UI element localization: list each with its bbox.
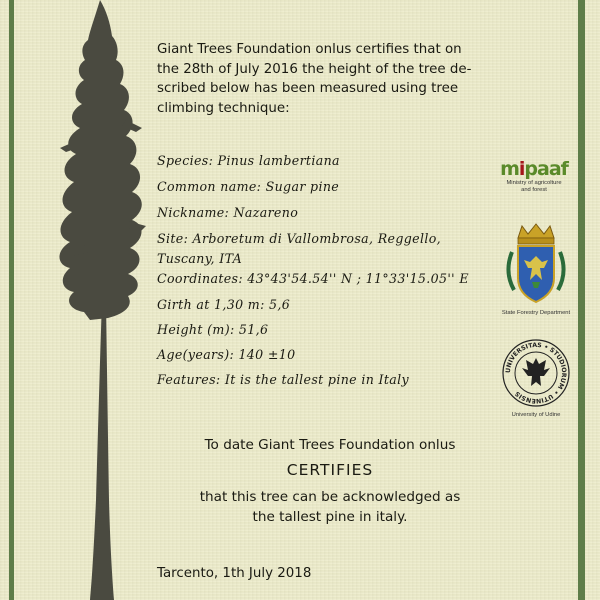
udine-caption: University of Udine bbox=[511, 412, 561, 418]
forestry-logo bbox=[494, 222, 578, 317]
intro-line: Giant Trees Foundation onlus certifies that on bbox=[157, 42, 462, 57]
intro-paragraph bbox=[157, 40, 497, 118]
udine-logo bbox=[496, 338, 576, 419]
place-date: Tarcento, 1th July 2018 bbox=[157, 566, 312, 581]
mipaaf-wordmark: mipaaf bbox=[500, 158, 568, 180]
seal-text: UNIVERSITAS • STUDIORUM • UTINENSIS bbox=[504, 341, 568, 405]
common-name-field: Common name: Sugar pine bbox=[157, 179, 340, 194]
certifies-heading: CERTIFIES bbox=[286, 461, 374, 479]
statement-line: that this tree can be acknowledged as bbox=[199, 489, 461, 505]
university-seal-icon bbox=[496, 338, 576, 408]
right-green-border bbox=[578, 0, 585, 600]
left-green-border bbox=[9, 0, 14, 600]
intro-line: climbing technique: bbox=[157, 100, 290, 116]
girth-field: Girth at 1,30 m: 5,6 bbox=[157, 297, 291, 312]
forestry-crest-icon bbox=[494, 222, 578, 308]
statement-line: the tallest pine in italy. bbox=[252, 509, 408, 525]
mipaaf-caption: Ministry of agricolture and forest bbox=[506, 180, 562, 193]
site-field bbox=[157, 229, 477, 268]
height-field: Height (m): 51,6 bbox=[157, 322, 269, 337]
mipaaf-logo bbox=[494, 158, 574, 194]
nickname-field: Nickname: Nazareno bbox=[157, 205, 299, 220]
intro-line: scribed below has been measured using tree bbox=[157, 81, 459, 96]
intro-line: the 28th of July 2016 the height of the tree de- bbox=[157, 61, 472, 77]
statement-line: To date Giant Trees Foundation onlus bbox=[204, 437, 456, 453]
site-line: Tuscany, ITA bbox=[157, 250, 243, 266]
coordinates-field: Coordinates: 43°43'54.54'' N ; 11°33'15.05'' E bbox=[157, 271, 469, 286]
features-field: Features: It is the tallest pine in Italy bbox=[157, 372, 409, 387]
site-line: Site: Arboretum di Vallombrosa, Reggello, bbox=[157, 231, 442, 246]
species-field: Species: Pinus lambertiana bbox=[157, 153, 340, 168]
forestry-caption: State Forestry Department bbox=[501, 310, 571, 316]
age-field: Age(years): 140 ±10 bbox=[157, 347, 296, 362]
